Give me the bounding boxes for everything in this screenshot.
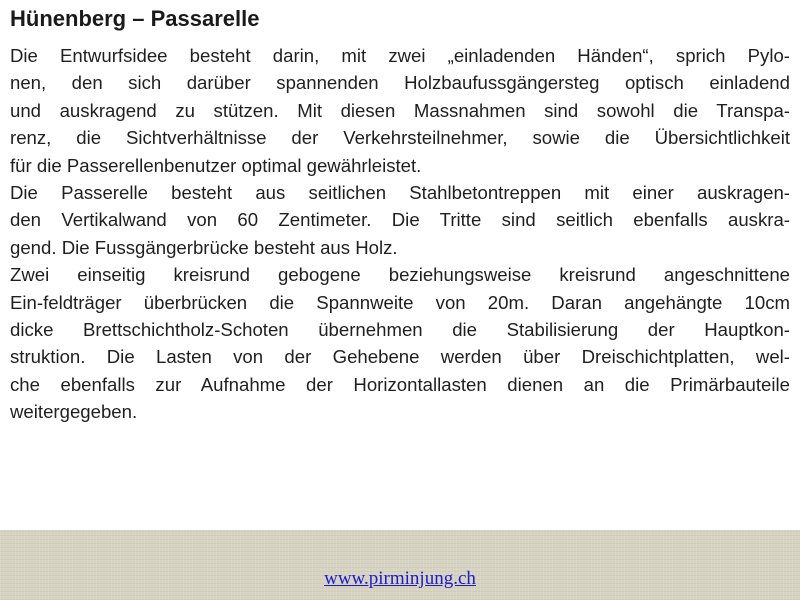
text-line: struktion. Die Lasten von der Gehebene werden über Dreischichtplatten, wel- [10, 346, 790, 368]
page-title: Hünenberg – Passarelle [10, 6, 260, 31]
text-line: für die Passerellenbenutzer optimal gewährleistet. [10, 154, 422, 176]
text-line: Zwei einseitig kreisrund gebogene beziehungsweise kreisrund angeschnittene [10, 264, 790, 286]
text-line: weitergegeben. [10, 401, 138, 423]
text-line: gend. Die Fussgängerbrücke besteht aus Holz. [10, 236, 398, 258]
text-line: und auskragend zu stützen. Mit diesen Massnahmen sind sowohl die Transpa- [10, 99, 790, 121]
body-text [10, 42, 790, 426]
text-line: Die Passerelle besteht aus seitlichen Stahlbetontreppen mit einer auskragen- [10, 182, 790, 204]
footer-bar [0, 530, 800, 600]
text-line: dicke Brettschichtholz-Schoten übernehmen die Stabilisierung der Hauptkon- [10, 319, 790, 341]
text-line: Die Entwurfsidee besteht darin, mit zwei „einladenden Händen“, sprich Pylo- [10, 45, 790, 66]
text-line: nen, den sich darüber spannenden Holzbaufussgängersteg optisch einladend [10, 72, 790, 94]
text-line: Ein-feldträger überbrücken die Spannweite von 20m. Daran angehängte 10cm [10, 291, 790, 313]
text-line: che ebenfalls zur Aufnahme der Horizontallasten dienen an die Primärbauteile [10, 373, 790, 395]
website-link[interactable]: www.pirminjung.ch [324, 568, 476, 589]
text-line: renz, die Sichtverhältnisse der Verkehrsteilnehmer, sowie die Übersichtlichkeit [10, 127, 790, 149]
text-line: den Vertikalwand von 60 Zentimeter. Die Tritte sind seitlich ebenfalls auskra- [10, 209, 790, 231]
